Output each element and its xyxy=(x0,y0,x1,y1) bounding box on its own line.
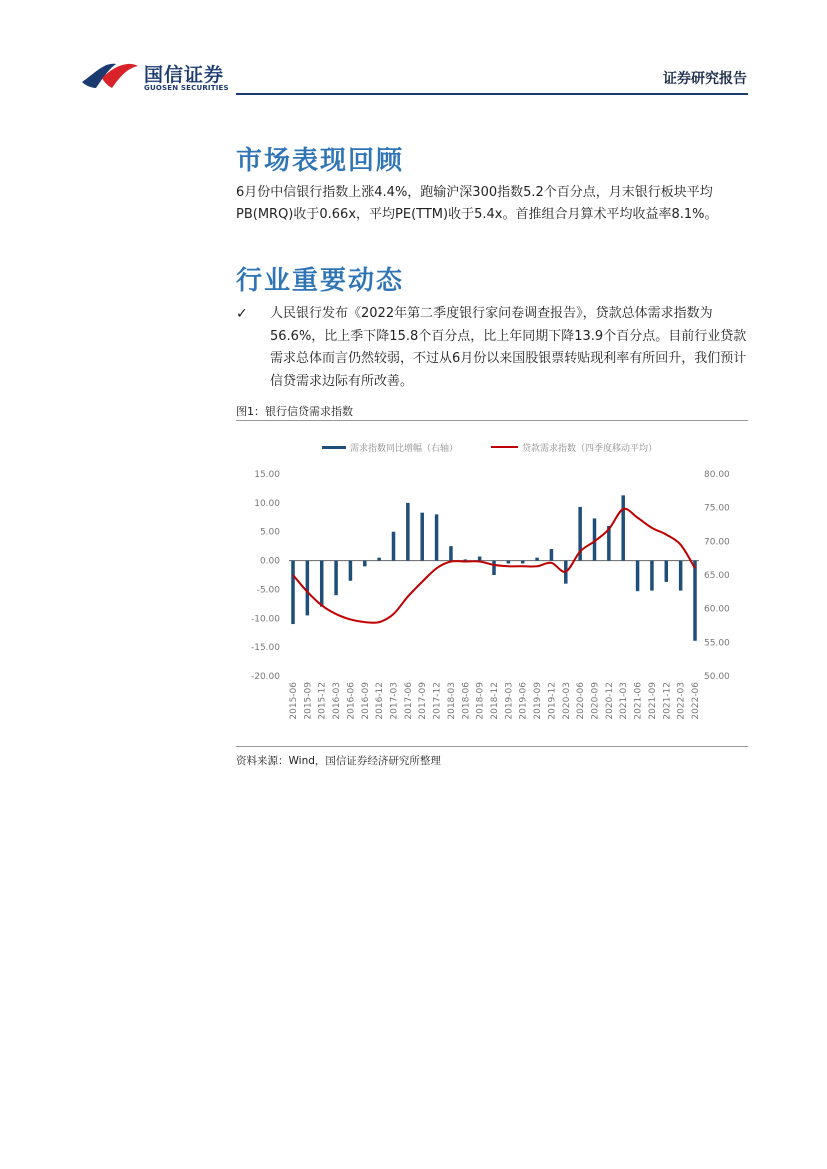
x-tick-label: 2016-12 xyxy=(375,682,386,720)
x-tick-label: 2020-09 xyxy=(590,682,601,720)
x-tick-label: 2016-03 xyxy=(332,682,343,720)
bar-2021-09 xyxy=(650,561,654,591)
bar-2019-06 xyxy=(521,561,525,564)
x-tick-label: 2021-03 xyxy=(619,682,630,720)
x-tick-label: 2018-09 xyxy=(475,682,486,720)
x-tick-label: 2020-06 xyxy=(576,682,587,720)
loan-demand-chart xyxy=(236,426,748,742)
x-tick-label: 2017-12 xyxy=(432,682,443,720)
x-tick-label: 2019-09 xyxy=(533,682,544,720)
x-tick-label: 2022-06 xyxy=(691,682,701,720)
x-tick-label: 2015-06 xyxy=(289,682,299,720)
left-axis-tick: -5.00 xyxy=(256,585,280,596)
chart-legend xyxy=(322,442,657,454)
x-axis-labels xyxy=(289,682,701,720)
figure-caption: 图1：银行信贷需求指数 xyxy=(236,405,353,418)
left-axis-tick: 0.00 xyxy=(259,556,280,567)
bar-2018-03 xyxy=(449,546,453,560)
left-axis-tick: 5.00 xyxy=(259,527,280,538)
bar-2019-09 xyxy=(535,558,539,561)
x-tick-label: 2017-06 xyxy=(403,682,414,720)
x-tick-label: 2020-03 xyxy=(561,682,572,720)
bar-2015-12 xyxy=(320,561,324,607)
x-tick-label: 2018-12 xyxy=(490,682,500,720)
bar-2016-03 xyxy=(334,561,338,596)
x-tick-label: 2018-03 xyxy=(446,682,457,720)
bar-2018-12 xyxy=(492,561,496,575)
right-axis-tick: 50.00 xyxy=(704,672,730,682)
logo-text-cn: 国信证券 xyxy=(144,64,225,86)
guosen-logo-icon xyxy=(80,58,140,94)
right-axis-tick: 75.00 xyxy=(704,503,730,514)
x-tick-label: 2021-09 xyxy=(647,682,658,720)
x-tick-label: 2018-06 xyxy=(461,682,472,720)
x-tick-label: 2021-06 xyxy=(633,682,644,720)
right-axis-tick: 55.00 xyxy=(704,638,730,649)
x-tick-label: 2016-09 xyxy=(360,682,371,720)
bar-2015-09 xyxy=(306,561,310,616)
x-tick-label: 2020-12 xyxy=(604,682,615,720)
doc-type-label: 证券研究报告 xyxy=(663,71,747,87)
bar-2018-06 xyxy=(464,559,468,560)
bar-2019-12 xyxy=(550,549,554,561)
figure-source: 资料来源：Wind，国信证券经济研究所整理 xyxy=(236,755,441,767)
checkmark-icon: ✓ xyxy=(236,306,248,322)
bar-2016-09 xyxy=(363,561,367,567)
logo-text-en: GUOSEN SECURITIES xyxy=(144,84,229,92)
bar-2021-06 xyxy=(636,561,640,592)
x-tick-label: 2019-06 xyxy=(518,682,529,720)
bar-2019-03 xyxy=(507,561,511,564)
legend-line-label: 贷款需求指数（四季度移动平均） xyxy=(522,444,658,454)
bar-2017-12 xyxy=(435,514,439,560)
left-axis-tick: -20.00 xyxy=(250,672,280,682)
x-tick-label: 2017-03 xyxy=(389,682,400,720)
x-tick-label: 2021-12 xyxy=(662,682,673,720)
bar-2022-03 xyxy=(679,561,683,591)
market-review-paragraph: 6月份中信银行指数上涨4.4%，跑输沪深300指数5.2个百分点，月末银行板块平均PB(MRQ)收于0.66x，平均PE(TTM)收于5.4x。首推组合月算术平均收益率8.1%。 xyxy=(236,185,718,222)
loan-demand-line xyxy=(293,509,695,623)
right-axis-tick: 70.00 xyxy=(704,537,730,548)
x-tick-label: 2019-03 xyxy=(504,682,515,720)
bar-2017-06 xyxy=(406,503,410,561)
x-tick-label: 2019-12 xyxy=(547,682,558,720)
section-title-market-review: 市场表现回顾 xyxy=(236,146,405,176)
right-axis-tick: 60.00 xyxy=(704,604,730,615)
x-tick-label: 2015-09 xyxy=(303,682,314,720)
left-axis-tick: -10.00 xyxy=(250,614,280,625)
legend-bar-label: 需求指数同比增幅（右轴） xyxy=(350,444,459,454)
figure-top-divider xyxy=(236,420,748,421)
legend-bar-swatch xyxy=(322,446,346,449)
bar-2021-12 xyxy=(665,561,669,582)
industry-news-paragraph: 人民银行发布《2022年第二季度银行家问卷调查报告》，贷款总体需求指数为56.6%，比上季下降15.8个百分点，比上年同期下降13.9个百分点。目前行业贷款需求总体而言仍然较弱，不过从6月份以来国股银票转贴现利率有所回升，我们预计信贷需求边际有所改善。 xyxy=(270,306,747,389)
left-axis-tick: -15.00 xyxy=(250,643,280,654)
x-tick-label: 2017-09 xyxy=(418,682,429,720)
bar-2015-06 xyxy=(291,561,295,624)
bar-2016-06 xyxy=(349,561,353,581)
x-tick-label: 2016-06 xyxy=(346,682,357,720)
bar-2021-03 xyxy=(621,495,625,560)
right-axis-tick: 65.00 xyxy=(704,571,730,581)
bar-2017-03 xyxy=(392,532,396,561)
bar-2017-09 xyxy=(420,513,424,561)
right-axis-tick: 80.00 xyxy=(704,470,730,480)
x-tick-label: 2015-12 xyxy=(317,682,328,720)
bar-2018-09 xyxy=(478,557,482,561)
left-axis-tick: 10.00 xyxy=(254,498,280,509)
company-logo xyxy=(80,56,230,96)
bar-2022-06 xyxy=(693,561,697,641)
header-divider xyxy=(236,93,748,95)
figure-bottom-divider xyxy=(236,746,748,747)
line-series xyxy=(293,509,695,623)
left-axis-tick: 15.00 xyxy=(254,470,280,480)
section-title-industry-news: 行业重要动态 xyxy=(236,266,405,296)
bar-2016-12 xyxy=(377,558,381,561)
x-tick-label: 2022-03 xyxy=(676,682,687,720)
